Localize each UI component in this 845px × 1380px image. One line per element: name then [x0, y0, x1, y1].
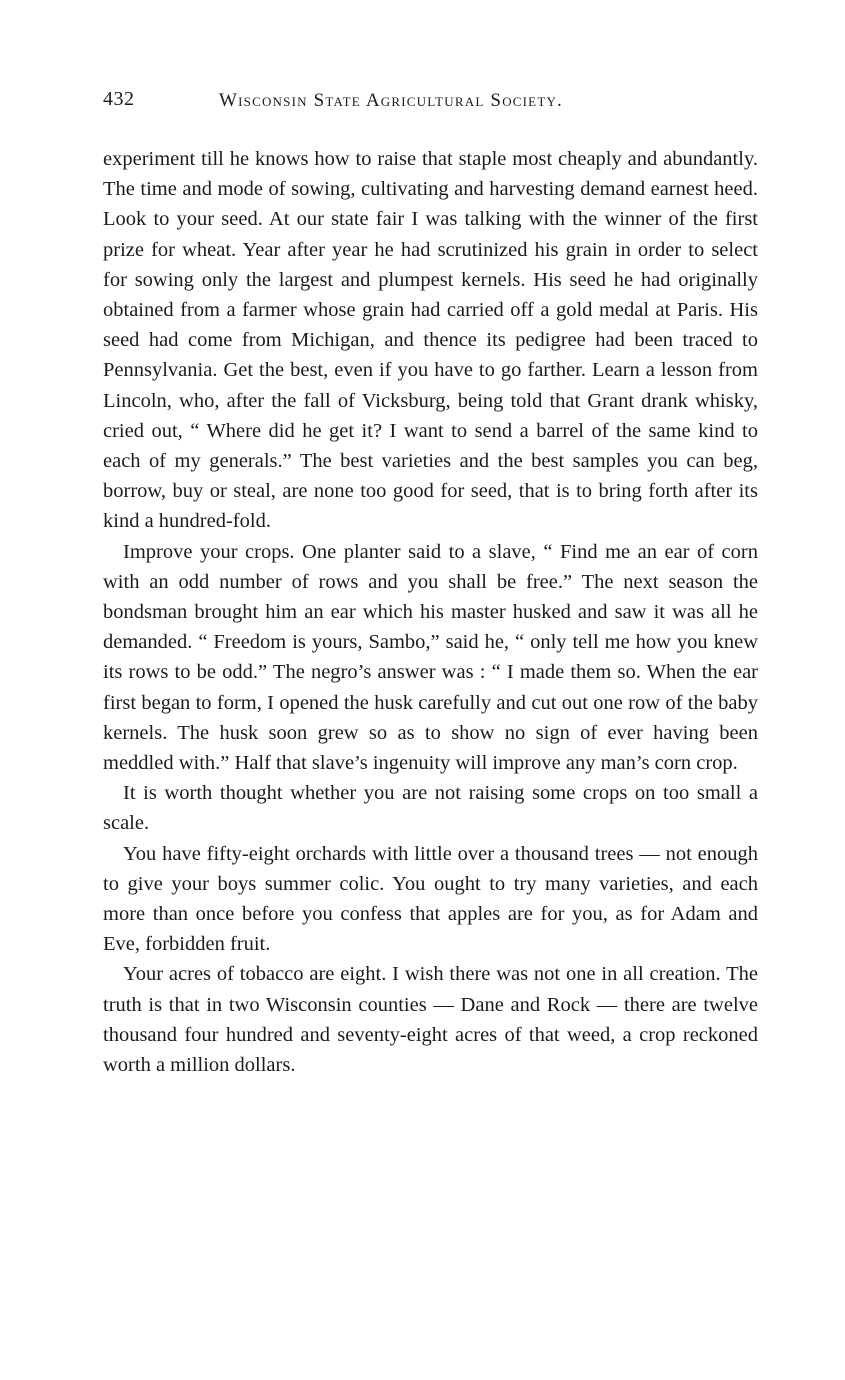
body-text	[103, 144, 758, 1080]
page-header	[103, 88, 755, 118]
page-number: 432	[103, 88, 135, 110]
paragraph: Your acres of tobacco are eight. I wish there was not one in all creation. The truth is that in two Wisconsin counties — Dane and Rock — there are twelve thousand four hundred and seventy-eight acres of that weed, a crop reckoned worth a million dollars.	[103, 963, 758, 1077]
paragraph: Improve your crops. One planter said to a slave, “ Find me an ear of corn with an odd number of rows and you shall be free.” The next season the bondsman brought him an ear which his master husked and saw it was all he demanded. “ Freedom is yours, Sambo,” said he, “ only tell me how you knew its rows to be odd.” The negro’s answer was : “ I made them so. When the ear first began to form, I opened the husk carefully and cut out one row of the baby kernels. The husk soon grew so as to show no sign of ever having been meddled with.” Half that slave’s ingenuity will improve any man’s corn crop.	[103, 540, 758, 775]
paragraph: It is worth thought whether you are not raising some crops on too small a scale.	[103, 782, 758, 835]
paragraph: You have fifty-eight orchards with little over a thousand trees — not enough to give your boys summer colic. You ought to try many varieties, and each more than once before you confess that apples are for you, as for Adam and Eve, forbidden fruit.	[103, 842, 758, 956]
paragraph-continued: experiment till he knows how to raise that staple most cheaply and abundantly. The time and mode of sowing, cultivating and harvesting demand earnest heed. Look to your seed. At our state fair I was talking with the winner of the first prize for wheat. Year after year he had scrutinized his grain in order to select for sowing only the largest and plumpest kernels. His seed he had originally obtained from a farmer whose grain had carried off a gold medal at Paris. His seed had come from Michigan, and thence its pedigree had been traced to Pennsylvania. Get the best, even if you have to go farther. Learn a lesson from Lincoln, who, after the fall of Vicksburg, being told that Grant drank whisky, cried out, “ Where did he get it? I want to send a barrel of the same kind to each of my generals.” The best varieties and the best samples you can beg, borrow, buy or steal, are none too good for seed, that is to bring forth after its kind a hundred-fold.	[103, 148, 758, 533]
running-head: Wisconsin State Agricultural Society.	[219, 90, 564, 111]
